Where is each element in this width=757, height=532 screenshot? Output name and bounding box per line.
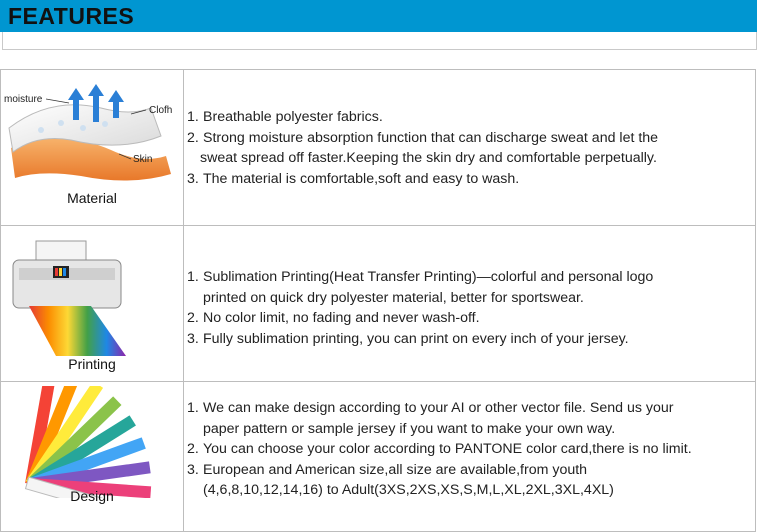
feature-row-design (0, 382, 756, 532)
feature-row-printing (0, 226, 756, 382)
material-caption: Material (67, 190, 117, 206)
list-item: 3. European and American size,all size are available,from youth (4,6,8,10,12,14,16) to Adult(3XS,2XS,XS,S,M,L,XL,2XL,3XL,4XL) (187, 461, 614, 498)
header-bar (0, 0, 757, 32)
design-image-cell (0, 382, 184, 531)
skin-label: Skin (133, 154, 153, 165)
printing-text-cell (184, 226, 756, 381)
material-feature-list (187, 107, 658, 189)
printer-illustration (1, 236, 183, 361)
design-caption: Design (70, 488, 114, 504)
printing-feature-list (187, 267, 653, 349)
list-item: 2. You can choose your color according to PANTONE color card,there is no limit. (187, 441, 692, 457)
material-text-cell (184, 70, 756, 225)
list-item: 3. The material is comfortable,soft and easy to wash. (187, 170, 520, 187)
material-image-cell (0, 70, 184, 225)
design-text-cell (184, 382, 756, 531)
moisture-label: moisture (4, 94, 43, 105)
printing-caption: Printing (68, 356, 116, 372)
cloth-label: Clofh (149, 105, 173, 116)
svg-text:+: + (23, 319, 32, 335)
design-feature-list (187, 398, 692, 501)
list-item: 1. Sublimation Printing(Heat Transfer Printing)—colorful and personal logo printed on quick dry polyester material, better for sportswear. (187, 269, 654, 306)
features-table (0, 69, 756, 532)
feature-row-material (0, 70, 756, 226)
list-item: 1. We can make design according to your AI or other vector file. Send us your paper pattern or sample jersey if you want to make your own way. (187, 400, 674, 437)
header-underline-box (2, 32, 757, 50)
list-item: 3. Fully sublimation printing, you can print on every inch of your jersey. (187, 330, 629, 347)
pantone-fan-illustration (1, 386, 183, 498)
printing-image-cell (0, 226, 184, 381)
list-item: 2. No color limit, no fading and never wash-off. (187, 310, 480, 326)
list-item: 1. Breathable polyester fabrics. (187, 109, 383, 125)
list-item: 2. Strong moisture absorption function that can discharge sweat and let the sweat spread off faster.Keeping the skin dry and comfortable perpetually. (187, 129, 659, 166)
page-title: FEATURES (8, 3, 135, 29)
